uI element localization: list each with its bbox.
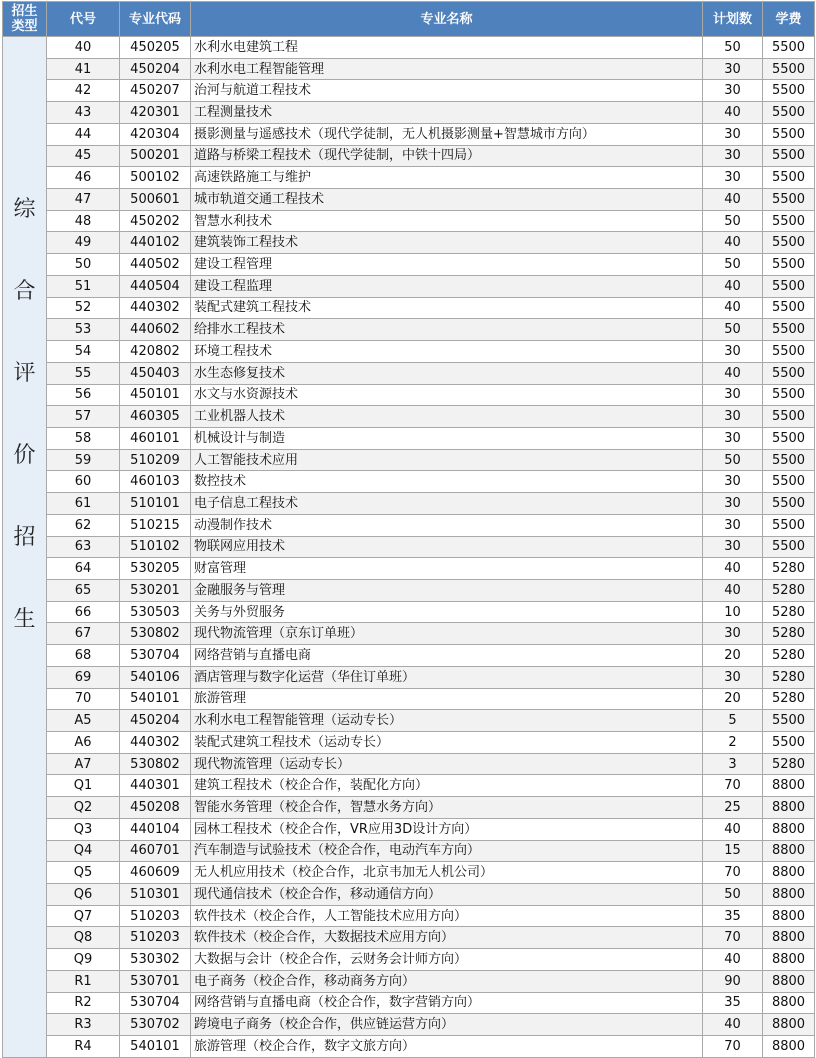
tuition-fee: 5500 — [763, 427, 815, 449]
major-name: 水利水电工程智能管理（运动专长） — [191, 710, 703, 732]
plan-count: 20 — [703, 645, 763, 667]
plan-count: 40 — [703, 275, 763, 297]
plan-count: 30 — [703, 406, 763, 428]
row-id: 61 — [47, 493, 120, 515]
header-fee: 学费 — [763, 2, 815, 37]
table-row — [3, 319, 815, 341]
row-id: 52 — [47, 297, 120, 319]
major-name: 装配式建筑工程技术（运动专长） — [191, 732, 703, 754]
table-row — [3, 493, 815, 515]
row-id: A5 — [47, 710, 120, 732]
row-id: Q6 — [47, 884, 120, 906]
row-id: 70 — [47, 688, 120, 710]
plan-count: 40 — [703, 297, 763, 319]
major-code: 460609 — [120, 862, 191, 884]
table-row — [3, 362, 815, 384]
row-id: 69 — [47, 666, 120, 688]
row-id: 43 — [47, 102, 120, 124]
major-code: 440302 — [120, 297, 191, 319]
row-id: 40 — [47, 37, 120, 59]
tuition-fee: 5500 — [763, 406, 815, 428]
plan-count: 40 — [703, 1014, 763, 1036]
major-code: 530704 — [120, 992, 191, 1014]
major-name: 酒店管理与数字化运营（华住订单班） — [191, 666, 703, 688]
category-char: 生 — [13, 607, 36, 632]
major-code: 530201 — [120, 579, 191, 601]
tuition-fee: 8800 — [763, 949, 815, 971]
category-char: 价 — [13, 443, 36, 468]
tuition-fee: 8800 — [763, 840, 815, 862]
plan-count: 30 — [703, 145, 763, 167]
plan-count: 30 — [703, 536, 763, 558]
table-row — [3, 167, 815, 189]
row-id: 68 — [47, 645, 120, 667]
table-row — [3, 145, 815, 167]
major-name: 人工智能技术应用 — [191, 449, 703, 471]
major-code: 510101 — [120, 493, 191, 515]
tuition-fee: 8800 — [763, 884, 815, 906]
major-name: 工业机器人技术 — [191, 406, 703, 428]
major-name: 财富管理 — [191, 558, 703, 580]
major-code: 540101 — [120, 688, 191, 710]
major-name: 给排水工程技术 — [191, 319, 703, 341]
tuition-fee: 5500 — [763, 362, 815, 384]
major-name: 数控技术 — [191, 471, 703, 493]
plan-count: 50 — [703, 210, 763, 232]
row-id: A6 — [47, 732, 120, 754]
plan-count: 50 — [703, 37, 763, 59]
row-id: 65 — [47, 579, 120, 601]
major-name: 大数据与会计（校企合作，云财务会计师方向） — [191, 949, 703, 971]
category-char: 招 — [13, 525, 36, 550]
plan-count: 30 — [703, 666, 763, 688]
major-name: 水文与水资源技术 — [191, 384, 703, 406]
major-name: 摄影测量与遥感技术（现代学徒制，无人机摄影测量+智慧城市方向） — [191, 123, 703, 145]
major-name: 跨境电子商务（校企合作，供应链运营方向） — [191, 1014, 703, 1036]
plan-count: 5 — [703, 710, 763, 732]
major-code: 450207 — [120, 80, 191, 102]
header-type: 招生类型 — [3, 2, 47, 37]
major-code: 420802 — [120, 341, 191, 363]
tuition-fee: 5500 — [763, 37, 815, 59]
major-code: 440302 — [120, 732, 191, 754]
header-plan: 计划数 — [703, 2, 763, 37]
table-row — [3, 80, 815, 102]
tuition-fee: 5500 — [763, 80, 815, 102]
major-code: 530701 — [120, 970, 191, 992]
tuition-fee: 5280 — [763, 601, 815, 623]
major-code: 440504 — [120, 275, 191, 297]
tuition-fee: 8800 — [763, 927, 815, 949]
tuition-fee: 8800 — [763, 818, 815, 840]
tuition-fee: 5500 — [763, 471, 815, 493]
table-row — [3, 818, 815, 840]
row-id: 44 — [47, 123, 120, 145]
table-body — [3, 37, 815, 1058]
table-row — [3, 840, 815, 862]
tuition-fee: 5500 — [763, 341, 815, 363]
major-code: 450208 — [120, 797, 191, 819]
table-row — [3, 275, 815, 297]
major-code: 450204 — [120, 710, 191, 732]
plan-count: 30 — [703, 167, 763, 189]
major-code: 450204 — [120, 58, 191, 80]
major-name: 金融服务与管理 — [191, 579, 703, 601]
major-code: 450101 — [120, 384, 191, 406]
major-code: 460305 — [120, 406, 191, 428]
table-row — [3, 123, 815, 145]
row-id: 51 — [47, 275, 120, 297]
category-char: 合 — [13, 279, 36, 304]
tuition-fee: 8800 — [763, 862, 815, 884]
table-row — [3, 992, 815, 1014]
row-id: 50 — [47, 254, 120, 276]
major-code: 450202 — [120, 210, 191, 232]
plan-count: 50 — [703, 319, 763, 341]
table-row — [3, 601, 815, 623]
tuition-fee: 5500 — [763, 710, 815, 732]
major-code: 440502 — [120, 254, 191, 276]
major-code: 510102 — [120, 536, 191, 558]
plan-count: 35 — [703, 992, 763, 1014]
plan-count: 70 — [703, 775, 763, 797]
major-code: 500201 — [120, 145, 191, 167]
major-name: 旅游管理（校企合作，数字文旅方向） — [191, 1036, 703, 1058]
major-name: 软件技术（校企合作，大数据技术应用方向） — [191, 927, 703, 949]
plan-count: 30 — [703, 623, 763, 645]
plan-count: 70 — [703, 862, 763, 884]
major-code: 460701 — [120, 840, 191, 862]
table-row — [3, 58, 815, 80]
major-code: 440104 — [120, 818, 191, 840]
major-name: 网络营销与直播电商 — [191, 645, 703, 667]
table-row — [3, 775, 815, 797]
tuition-fee: 5280 — [763, 645, 815, 667]
table-row — [3, 189, 815, 211]
major-name: 高速铁路施工与维护 — [191, 167, 703, 189]
table-row — [3, 1036, 815, 1058]
row-id: R4 — [47, 1036, 120, 1058]
major-code: 500102 — [120, 167, 191, 189]
major-code: 440301 — [120, 775, 191, 797]
major-name: 建筑工程技术（校企合作，装配化方向） — [191, 775, 703, 797]
major-name: 汽车制造与试验技术（校企合作，电动汽车方向） — [191, 840, 703, 862]
table-row — [3, 688, 815, 710]
tuition-fee: 5280 — [763, 558, 815, 580]
table-row — [3, 710, 815, 732]
major-code: 530802 — [120, 753, 191, 775]
row-id: 47 — [47, 189, 120, 211]
tuition-fee: 5500 — [763, 319, 815, 341]
plan-count: 10 — [703, 601, 763, 623]
tuition-fee: 5280 — [763, 579, 815, 601]
table-row — [3, 341, 815, 363]
row-id: Q9 — [47, 949, 120, 971]
row-id: 67 — [47, 623, 120, 645]
major-name: 道路与桥梁工程技术（现代学徒制，中铁十四局） — [191, 145, 703, 167]
tuition-fee: 5500 — [763, 167, 815, 189]
tuition-fee: 8800 — [763, 992, 815, 1014]
row-id: Q2 — [47, 797, 120, 819]
category-cell — [3, 37, 47, 1058]
row-id: 57 — [47, 406, 120, 428]
major-code: 460101 — [120, 427, 191, 449]
major-code: 460103 — [120, 471, 191, 493]
plan-count: 50 — [703, 884, 763, 906]
tuition-fee: 5500 — [763, 123, 815, 145]
major-code: 530302 — [120, 949, 191, 971]
major-name: 动漫制作技术 — [191, 514, 703, 536]
major-name: 现代物流管理（运动专长） — [191, 753, 703, 775]
tuition-fee: 5500 — [763, 384, 815, 406]
table-row — [3, 797, 815, 819]
table-row — [3, 949, 815, 971]
major-code: 420301 — [120, 102, 191, 124]
major-code: 510203 — [120, 927, 191, 949]
table-row — [3, 297, 815, 319]
tuition-fee: 5500 — [763, 189, 815, 211]
plan-count: 30 — [703, 493, 763, 515]
major-name: 水生态修复技术 — [191, 362, 703, 384]
table-row — [3, 514, 815, 536]
tuition-fee: 8800 — [763, 1036, 815, 1058]
tuition-fee: 8800 — [763, 775, 815, 797]
row-id: 46 — [47, 167, 120, 189]
plan-count: 40 — [703, 818, 763, 840]
plan-count: 25 — [703, 797, 763, 819]
table-row — [3, 666, 815, 688]
major-code: 450403 — [120, 362, 191, 384]
row-id: R2 — [47, 992, 120, 1014]
tuition-fee: 5500 — [763, 536, 815, 558]
major-code: 420304 — [120, 123, 191, 145]
table-row — [3, 471, 815, 493]
row-id: 41 — [47, 58, 120, 80]
tuition-fee: 5500 — [763, 254, 815, 276]
header-code: 专业代码 — [120, 2, 191, 37]
major-code: 440102 — [120, 232, 191, 254]
major-name: 网络营销与直播电商（校企合作，数字营销方向） — [191, 992, 703, 1014]
row-id: R1 — [47, 970, 120, 992]
table-row — [3, 905, 815, 927]
row-id: 49 — [47, 232, 120, 254]
major-name: 电子信息工程技术 — [191, 493, 703, 515]
table-row — [3, 623, 815, 645]
tuition-fee: 5500 — [763, 275, 815, 297]
plan-count: 30 — [703, 341, 763, 363]
major-code: 440602 — [120, 319, 191, 341]
major-code: 530503 — [120, 601, 191, 623]
row-id: 62 — [47, 514, 120, 536]
major-code: 530205 — [120, 558, 191, 580]
tuition-fee: 5500 — [763, 732, 815, 754]
plan-count: 30 — [703, 80, 763, 102]
plan-count: 90 — [703, 970, 763, 992]
table-row — [3, 384, 815, 406]
table-row — [3, 970, 815, 992]
table-row — [3, 37, 815, 59]
plan-count: 35 — [703, 905, 763, 927]
row-id: Q3 — [47, 818, 120, 840]
plan-count: 30 — [703, 514, 763, 536]
table-row — [3, 449, 815, 471]
table-row — [3, 232, 815, 254]
major-code: 500601 — [120, 189, 191, 211]
plan-count: 30 — [703, 471, 763, 493]
plan-count: 50 — [703, 254, 763, 276]
major-code: 530702 — [120, 1014, 191, 1036]
table-row — [3, 102, 815, 124]
tuition-fee: 5500 — [763, 145, 815, 167]
category-char: 评 — [13, 361, 36, 386]
table-row — [3, 884, 815, 906]
plan-count: 30 — [703, 123, 763, 145]
major-code: 450205 — [120, 37, 191, 59]
plan-count: 15 — [703, 840, 763, 862]
plan-count: 2 — [703, 732, 763, 754]
plan-count: 70 — [703, 927, 763, 949]
major-code: 510301 — [120, 884, 191, 906]
header-id: 代号 — [47, 2, 120, 37]
table-row — [3, 579, 815, 601]
table-row — [3, 558, 815, 580]
table-row — [3, 862, 815, 884]
tuition-fee: 5500 — [763, 102, 815, 124]
tuition-fee: 5500 — [763, 297, 815, 319]
major-name: 建筑装饰工程技术 — [191, 232, 703, 254]
major-name: 关务与外贸服务 — [191, 601, 703, 623]
major-name: 建设工程监理 — [191, 275, 703, 297]
plan-count: 40 — [703, 558, 763, 580]
tuition-fee: 8800 — [763, 797, 815, 819]
row-id: A7 — [47, 753, 120, 775]
row-id: Q1 — [47, 775, 120, 797]
row-id: R3 — [47, 1014, 120, 1036]
major-code: 510215 — [120, 514, 191, 536]
major-name: 工程测量技术 — [191, 102, 703, 124]
tuition-fee: 8800 — [763, 1014, 815, 1036]
major-name: 智能水务管理（校企合作，智慧水务方向） — [191, 797, 703, 819]
tuition-fee: 5500 — [763, 210, 815, 232]
tuition-fee: 8800 — [763, 970, 815, 992]
tuition-fee: 5500 — [763, 58, 815, 80]
plan-count: 70 — [703, 1036, 763, 1058]
plan-count: 50 — [703, 449, 763, 471]
table-row — [3, 427, 815, 449]
table-row — [3, 753, 815, 775]
row-id: 48 — [47, 210, 120, 232]
major-name: 装配式建筑工程技术 — [191, 297, 703, 319]
major-name: 无人机应用技术（校企合作，北京韦加无人机公司） — [191, 862, 703, 884]
row-id: 66 — [47, 601, 120, 623]
category-char: 综 — [13, 197, 36, 222]
row-id: Q7 — [47, 905, 120, 927]
tuition-fee: 8800 — [763, 905, 815, 927]
major-name: 旅游管理 — [191, 688, 703, 710]
enrollment-table — [2, 1, 815, 1058]
table-row — [3, 1014, 815, 1036]
tuition-fee: 5280 — [763, 753, 815, 775]
plan-count: 40 — [703, 579, 763, 601]
row-id: Q8 — [47, 927, 120, 949]
table-row — [3, 254, 815, 276]
plan-count: 3 — [703, 753, 763, 775]
major-name: 环境工程技术 — [191, 341, 703, 363]
plan-count: 40 — [703, 362, 763, 384]
row-id: Q5 — [47, 862, 120, 884]
plan-count: 40 — [703, 189, 763, 211]
plan-count: 40 — [703, 949, 763, 971]
row-id: 60 — [47, 471, 120, 493]
plan-count: 30 — [703, 58, 763, 80]
tuition-fee: 5500 — [763, 232, 815, 254]
tuition-fee: 5280 — [763, 623, 815, 645]
table-row — [3, 732, 815, 754]
plan-count: 40 — [703, 232, 763, 254]
tuition-fee: 5280 — [763, 688, 815, 710]
major-name: 机械设计与制造 — [191, 427, 703, 449]
table-row — [3, 536, 815, 558]
major-name: 建设工程管理 — [191, 254, 703, 276]
major-code: 510203 — [120, 905, 191, 927]
row-id: 53 — [47, 319, 120, 341]
table-row — [3, 210, 815, 232]
category-label — [3, 37, 46, 1057]
row-id: 56 — [47, 384, 120, 406]
table-row — [3, 406, 815, 428]
row-id: 55 — [47, 362, 120, 384]
row-id: 58 — [47, 427, 120, 449]
major-name: 园林工程技术（校企合作，VR应用3D设计方向） — [191, 818, 703, 840]
major-name: 物联网应用技术 — [191, 536, 703, 558]
tuition-fee: 5280 — [763, 666, 815, 688]
table-row — [3, 927, 815, 949]
row-id: 64 — [47, 558, 120, 580]
major-name: 水利水电建筑工程 — [191, 37, 703, 59]
row-id: 42 — [47, 80, 120, 102]
major-code: 540101 — [120, 1036, 191, 1058]
table-row — [3, 645, 815, 667]
major-name: 电子商务（校企合作，移动商务方向） — [191, 970, 703, 992]
major-name: 现代物流管理（京东订单班） — [191, 623, 703, 645]
header-name: 专业名称 — [191, 2, 703, 37]
plan-count: 20 — [703, 688, 763, 710]
row-id: Q4 — [47, 840, 120, 862]
major-name: 软件技术（校企合作，人工智能技术应用方向） — [191, 905, 703, 927]
major-name: 城市轨道交通工程技术 — [191, 189, 703, 211]
major-name: 智慧水利技术 — [191, 210, 703, 232]
major-name: 现代通信技术（校企合作，移动通信方向） — [191, 884, 703, 906]
plan-count: 40 — [703, 102, 763, 124]
plan-count: 30 — [703, 384, 763, 406]
major-code: 530704 — [120, 645, 191, 667]
tuition-fee: 5500 — [763, 493, 815, 515]
header-row — [3, 2, 815, 37]
row-id: 63 — [47, 536, 120, 558]
major-code: 540106 — [120, 666, 191, 688]
major-name: 治河与航道工程技术 — [191, 80, 703, 102]
tuition-fee: 5500 — [763, 514, 815, 536]
row-id: 45 — [47, 145, 120, 167]
row-id: 54 — [47, 341, 120, 363]
row-id: 59 — [47, 449, 120, 471]
major-code: 510209 — [120, 449, 191, 471]
major-code: 530802 — [120, 623, 191, 645]
major-name: 水利水电工程智能管理 — [191, 58, 703, 80]
tuition-fee: 5500 — [763, 449, 815, 471]
plan-count: 30 — [703, 427, 763, 449]
